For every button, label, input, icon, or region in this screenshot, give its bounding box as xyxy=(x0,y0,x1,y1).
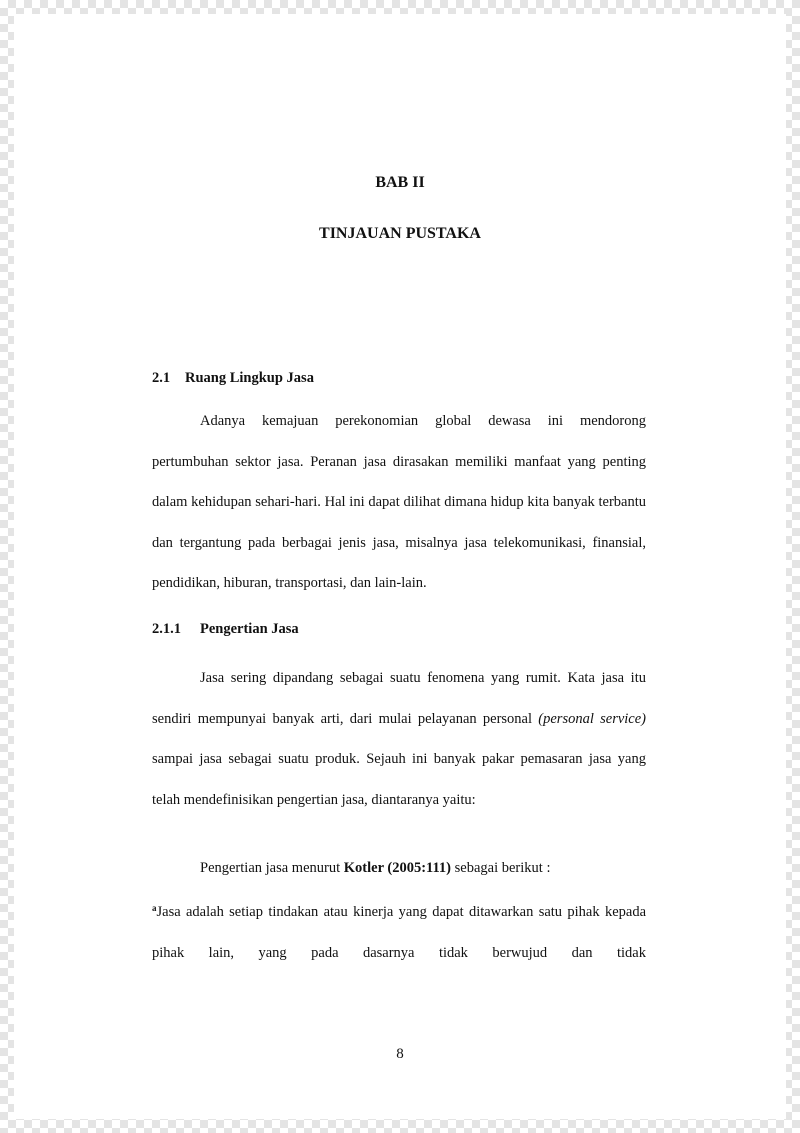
kotler-after-text: sebagai berikut : xyxy=(451,860,551,876)
page-number: 8 xyxy=(396,1046,404,1062)
paragraph-kotler-quote xyxy=(152,888,646,973)
section-number: 2.1 xyxy=(152,370,171,386)
chapter-title: TINJAUAN PUSTAKA xyxy=(319,225,481,242)
subsection-heading-2-1-1 xyxy=(152,621,299,638)
subsection-title: Pengertian Jasa xyxy=(200,621,299,637)
subsection-number: 2.1.1 xyxy=(152,621,181,637)
paragraph-kotler-intro xyxy=(152,848,646,889)
quote-marker: a xyxy=(152,903,157,913)
paragraph-text-start: Jasa sering dipandang sebagai suatu fenomena yang rumit. Kata jasa itu sendiri mempunyai banyak arti, dari mulai pelayanan personal xyxy=(152,670,646,727)
italic-term: (personal service) xyxy=(538,710,647,727)
kotler-reference: Kotler (2005:111) xyxy=(343,860,452,876)
chapter-label: BAB II xyxy=(375,174,425,191)
paragraph-text-end: sampai jasa sebagai suatu produk. Sejauh ini banyak pakar pemasaran jasa yang telah mendefinisikan pengertian jasa, diantaranya yaitu: xyxy=(152,751,646,808)
document-page xyxy=(14,14,786,1119)
section-title: Ruang Lingkup Jasa xyxy=(185,370,314,386)
kotler-intro-text: Pengertian jasa menurut xyxy=(200,860,344,876)
paragraph-ruang-lingkup: Adanya kemajuan perekonomian global dewasa ini mendorong pertumbuhan sektor jasa. Peranan jasa dirasakan memiliki manfaat yang penting dalam kehidupan sehari-hari. Hal ini dapat dilihat dimana hidup kita banyak terbantu dan tergantung pada berbagai jenis jasa, misalnya jasa telekomunikasi, finansial, pendidikan, hiburan, transportasi, dan lain-lain. xyxy=(152,413,646,591)
paragraph-pengertian-jasa xyxy=(152,658,646,820)
quote-text: Jasa adalah setiap tindakan atau kinerja yang dapat ditawarkan satu pihak kepada pihak lain, yang pada dasarnya tidak berwujud dan tidak xyxy=(152,904,646,961)
section-heading-2-1 xyxy=(152,370,314,387)
